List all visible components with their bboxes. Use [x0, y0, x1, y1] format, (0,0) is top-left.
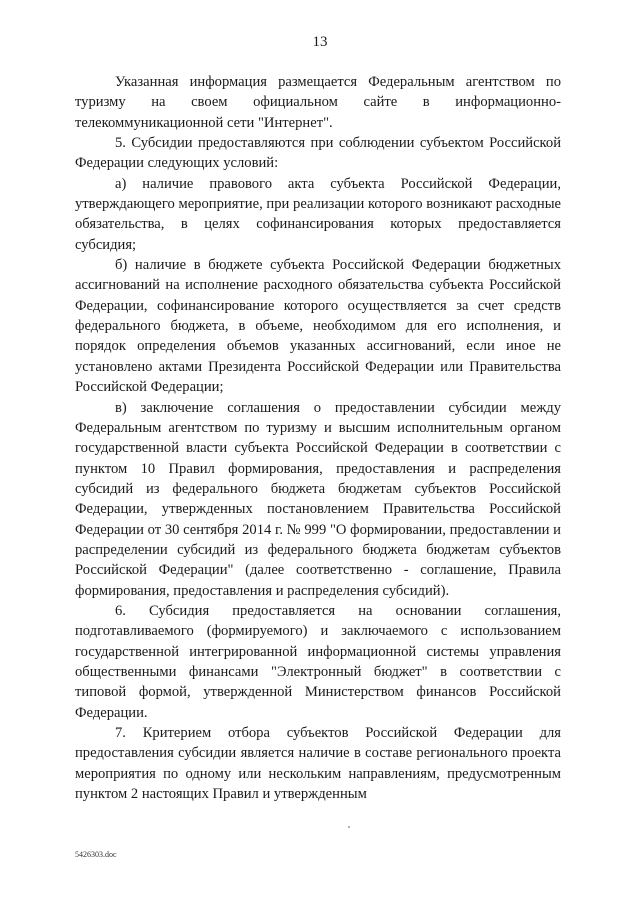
- scan-speck: [348, 826, 350, 828]
- paragraph-item-5a: а) наличие правового акта субъекта Российской Федерации, утверждающего мероприятие, при реализации которого возникают расходные обязательства, в целях софинансирования которых предоставляется субсидия;: [75, 175, 561, 253]
- paragraph-item-5b: б) наличие в бюджете субъекта Российской Федерации бюджетных ассигнований на исполнение расходного обязательства субъекта Российской Федерации, софинансирование которого осуществляется за счет средств федерального бюджета, в объеме, необходимом для его исполнения, и порядок определения объемов указанных ассигнований, если иное не установлено актами Президента Российской Федерации или Правительства Российской Федерации;: [75, 257, 561, 396]
- page-number: 13: [312, 34, 328, 50]
- footer-file-code: 5426303.doc: [75, 850, 117, 859]
- paragraph-info-placement: Указанная информация размещается Федеральным агентством по туризму на своем официальном сайте в информационно-телекоммуникационной сети "Интернет".: [75, 74, 561, 131]
- paragraph-item-5: 5. Субсидии предоставляются при соблюдении субъектом Российской Федерации следующих условий:: [75, 135, 561, 172]
- paragraph-item-7: 7. Критерием отбора субъектов Российской Федерации для предоставления субсидии является наличие в составе регионального проекта мероприятия по одному или нескольким направлениям, предусмотренным пунктом 2 настоящих Правил и утвержденным: [75, 725, 561, 803]
- document-body: [75, 72, 561, 804]
- paragraph-item-6: 6. Субсидия предоставляется на основании соглашения, подготавливаемого (формируемого) и заключаемого с использованием государственной интегрированной информационной системы управления общественными финансами "Электронный бюджет" в соответствии с типовой формой, утвержденной Министерством финансов Российской Федерации.: [75, 602, 561, 721]
- paragraph-item-5c: в) заключение соглашения о предоставлении субсидии между Федеральным агентством по туризму и высшим исполнительным органом государственной власти субъекта Российской Федерации в соответствии с пунктом 10 Правил формирования, предоставления и распределения субсидий из федерального бюджета бюджетам субъектов Российской Федерации, утвержденных постановлением Правительства Российской Федерации от 30 сентября 2014 г. № 999 "О формировании, предоставлении и распределении субсидий из федерального бюджета бюджетам субъектов Российской Федерации" (далее соответственно - соглашение, Правила формирования, предоставления и распределения субсидий).: [75, 399, 561, 599]
